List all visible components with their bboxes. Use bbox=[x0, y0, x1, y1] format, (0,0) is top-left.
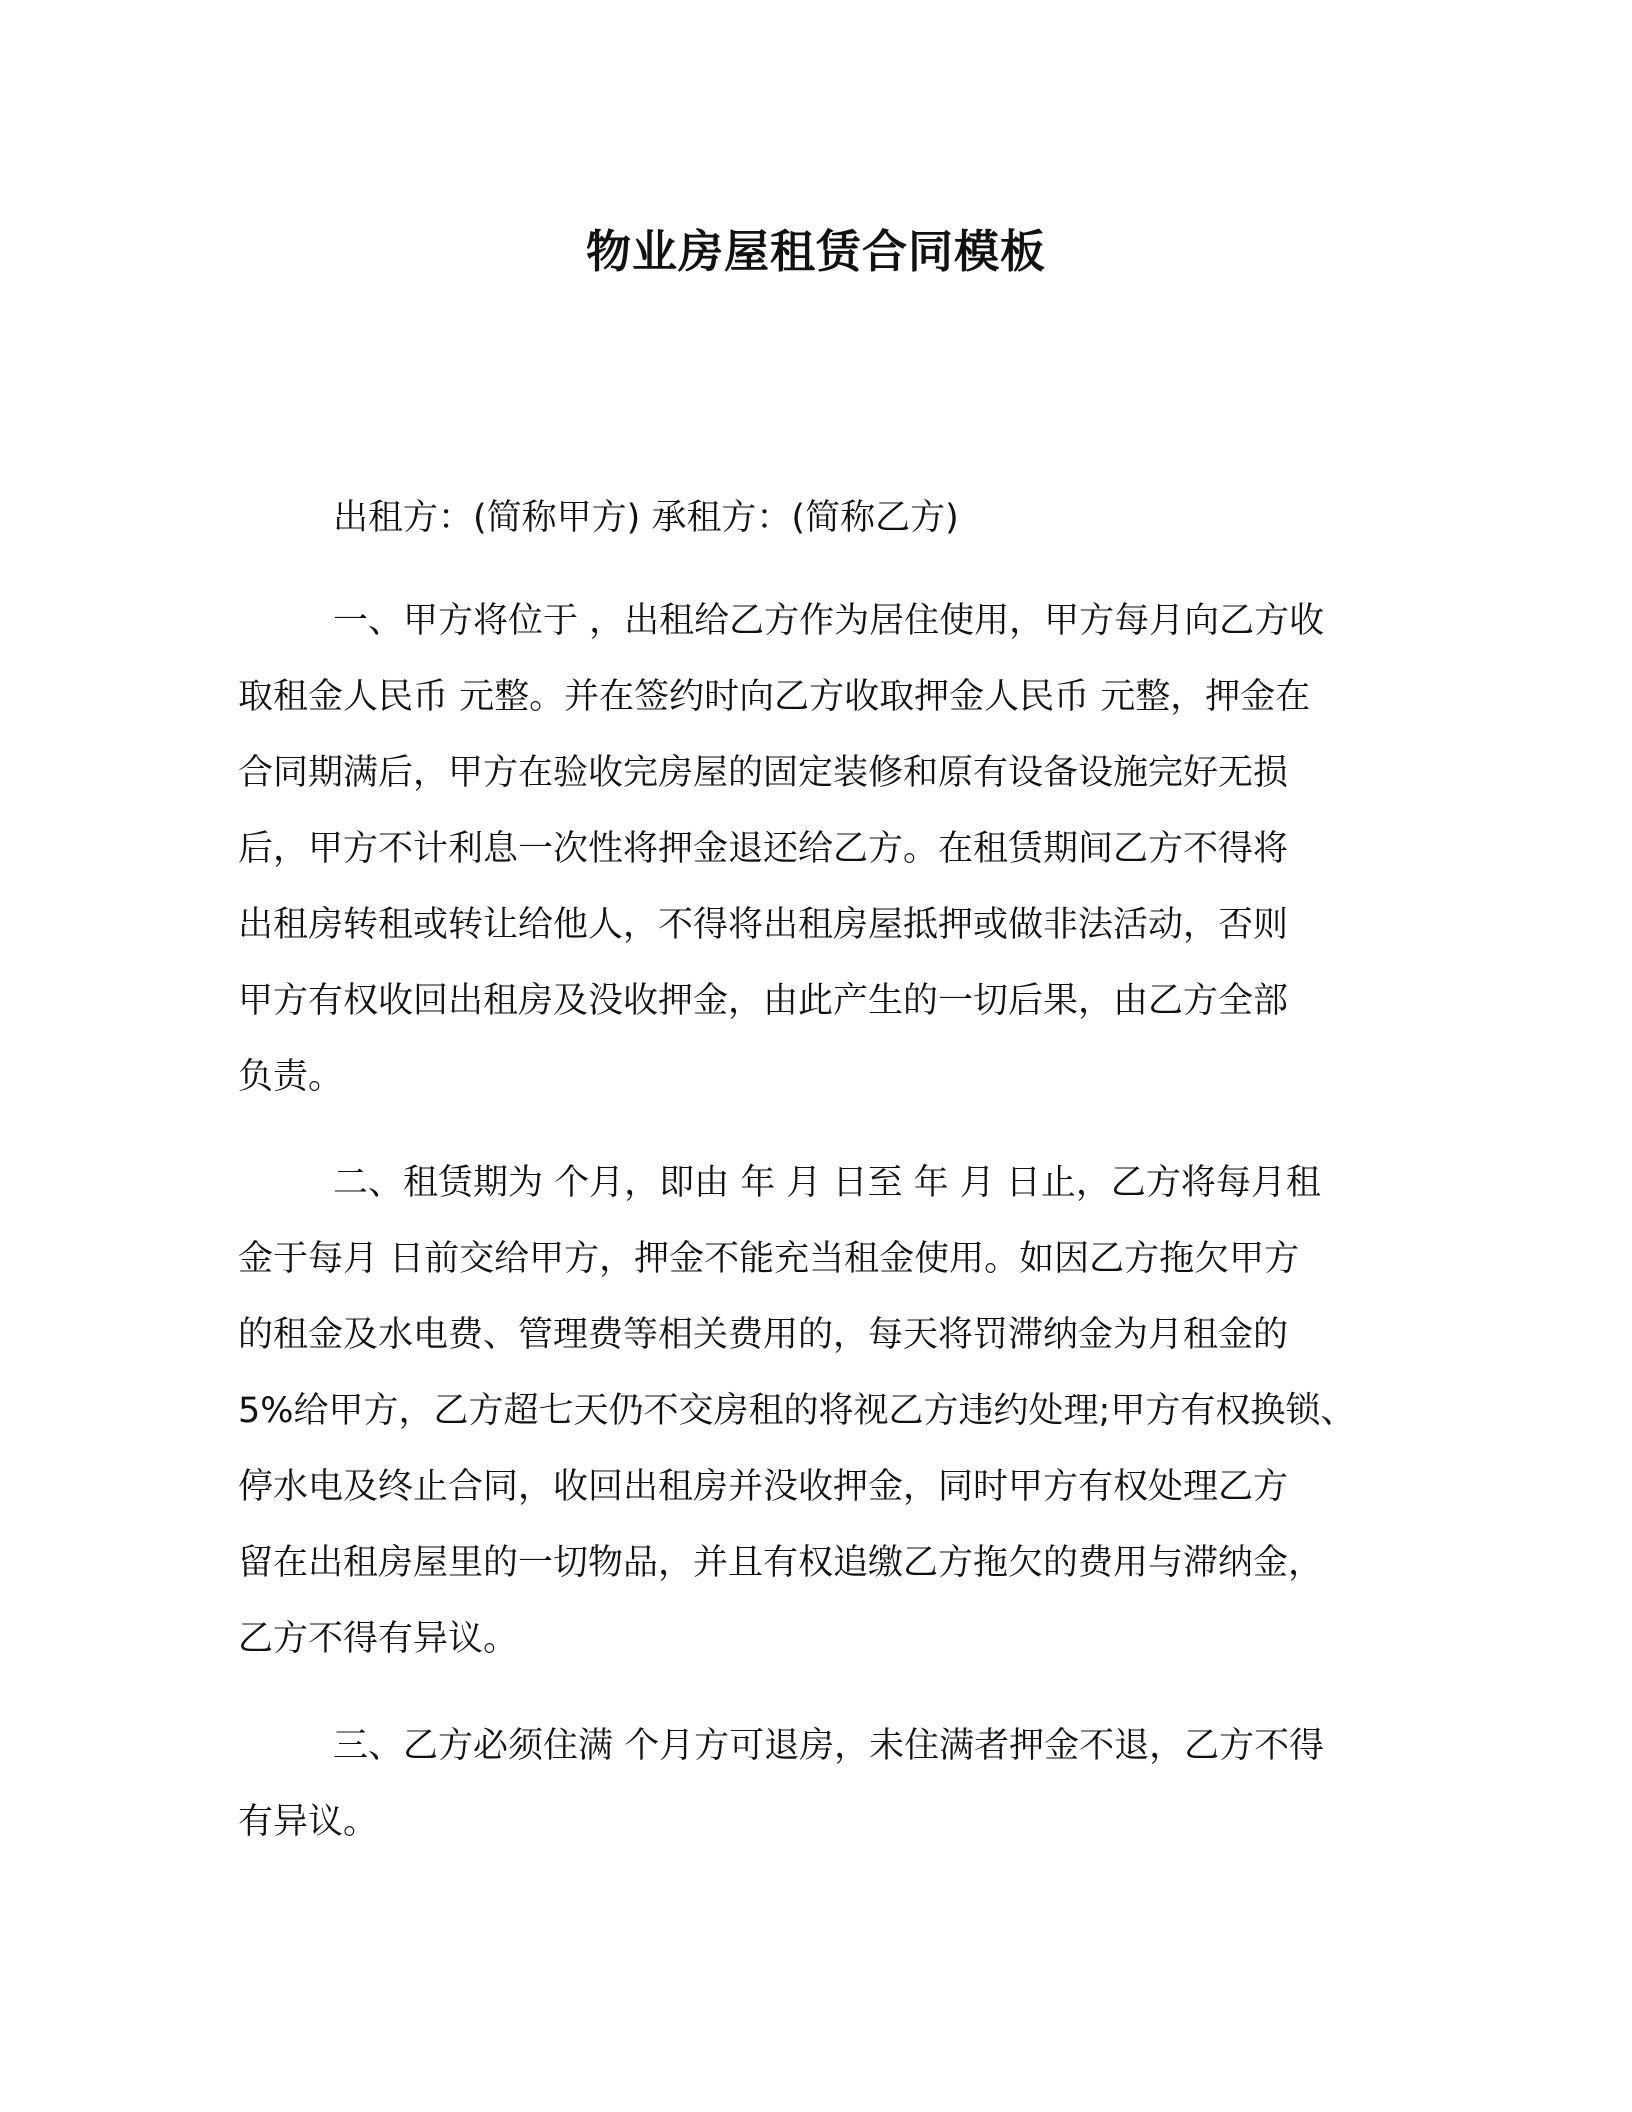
clause-1-line: 取租金人民币 元整。并在签约时向乙方收取押金人民币 元整，押金在 bbox=[238, 677, 1311, 717]
clause-2-line: 停水电及终止合同，收回出租房并没收押金，同时甲方有权处理乙方 bbox=[238, 1467, 1289, 1507]
document-title: 物业房屋租赁合同模板 bbox=[585, 225, 1046, 278]
clause-1-line: 甲方有权收回出租房及没收押金，由此产生的一切后果，由乙方全部 bbox=[238, 981, 1289, 1021]
clause-1-line: 负责。 bbox=[238, 1057, 344, 1097]
clause-1-line: 后，甲方不计利息一次性将押金退还给乙方。在租赁期间乙方不得将 bbox=[238, 829, 1289, 869]
clause-2-line: 留在出租房屋里的一切物品，并且有权追缴乙方拖欠的费用与滞纳金， bbox=[238, 1543, 1324, 1583]
clause-2-line: 金于每月 日前交给甲方，押金不能充当租金使用。如因乙方拖欠甲方 bbox=[238, 1239, 1300, 1279]
clause-3-line: 三、乙方必须住满 个月方可退房，未住满者押金不退，乙方不得 bbox=[333, 1726, 1325, 1766]
parties-line: 出租方：(简称甲方) 承租方：(简称乙方) bbox=[333, 498, 959, 538]
clause-1-line: 一、甲方将位于 ，出租给乙方作为居住使用，甲方每月向乙方收 bbox=[333, 601, 1325, 641]
clause-1-line: 出租房转租或转让给他人，不得将出租房屋抵押或做非法活动，否则 bbox=[238, 905, 1289, 945]
clause-2-line: 的租金及水电费、管理费等相关费用的，每天将罚滞纳金为月租金的 bbox=[238, 1315, 1289, 1355]
clause-2-line: 5%给甲方，乙方超七天仍不交房租的将视乙方违约处理;甲方有权换锁、 bbox=[238, 1391, 1356, 1431]
clause-3-line: 有异议。 bbox=[238, 1802, 379, 1842]
clause-1-line: 合同期满后，甲方在验收完房屋的固定装修和原有设备设施完好无损 bbox=[238, 753, 1289, 793]
clause-2-line: 乙方不得有异议。 bbox=[238, 1619, 519, 1659]
clause-2-line: 二、租赁期为 个月，即由 年 月 日至 年 月 日止，乙方将每月租 bbox=[333, 1163, 1321, 1203]
